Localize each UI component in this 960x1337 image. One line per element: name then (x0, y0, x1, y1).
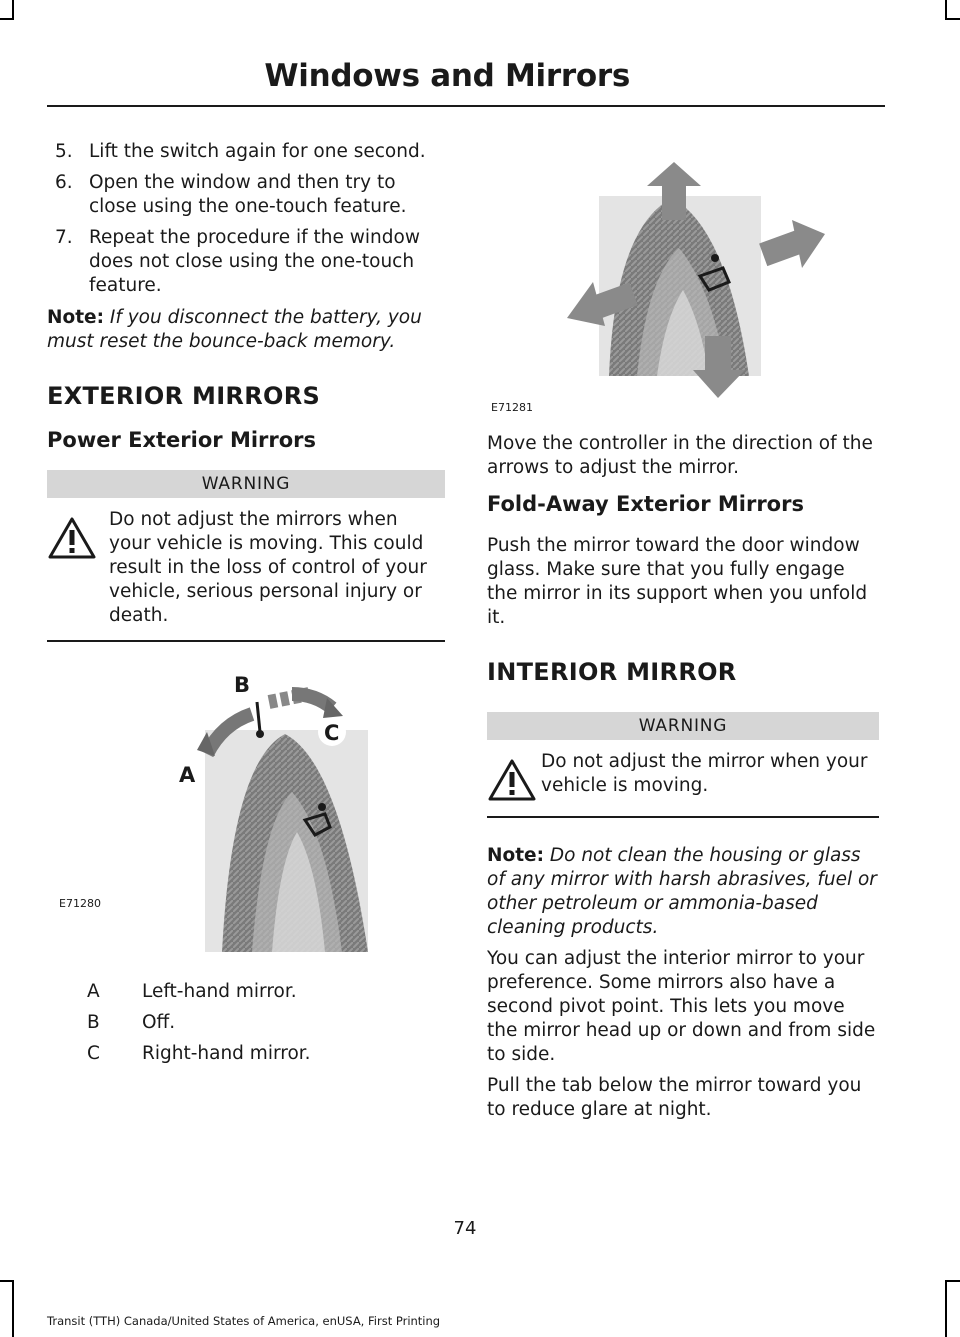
step-list (47, 140, 445, 298)
note-text: If you disconnect the battery, you must reset the bounce-back memory. (47, 307, 422, 352)
section-title-exterior-mirrors: EXTERIOR MIRRORS (47, 382, 321, 410)
crop-mark-top-right-h (945, 18, 960, 20)
step-number: 5. (55, 141, 73, 162)
right-column (487, 158, 879, 1129)
fold-away-paragraph: Push the mirror toward the door window glass. Make sure that you fully engage the mirror in its support when you unfold it. (487, 535, 868, 628)
mirror-controller-illustration (487, 158, 879, 420)
note-label: Note: (47, 307, 104, 328)
crop-mark-bottom-left-h (0, 1280, 14, 1282)
legend-text: Right-hand mirror. (142, 1043, 311, 1064)
page-header-title: Windows and Mirrors (264, 58, 630, 94)
page-number: 74 (453, 1218, 477, 1239)
legend-text: Left-hand mirror. (142, 981, 297, 1002)
glare-paragraph: Pull the tab below the mirror toward you to reduce glare at night. (487, 1075, 862, 1120)
figure-label-a: A (179, 763, 196, 787)
step-text: Open the window and then try to close using the one-touch feature. (89, 172, 407, 217)
figure-mirror-controller (487, 158, 879, 420)
controller-paragraph: Move the controller in the direction of the arrows to adjust the mirror. (487, 433, 873, 478)
warning-triangle-icon (47, 516, 97, 560)
legend-key: B (87, 1012, 100, 1033)
legend-row (47, 1011, 445, 1035)
figure-label-c: C (324, 721, 340, 745)
crop-mark-top-left-v (12, 0, 14, 20)
crop-mark-top-right-v (945, 0, 947, 20)
legend-text: Off. (142, 1012, 176, 1033)
step-item (47, 171, 445, 219)
step-text: Lift the switch again for one second. (89, 141, 426, 162)
legend-key: C (87, 1043, 100, 1064)
crop-mark-bottom-left-v (12, 1280, 14, 1337)
figure-code: E71281 (491, 401, 533, 414)
footer-imprint: Transit (TTH) Canada/United States of America, enUSA, First Printing (47, 1314, 441, 1328)
legend-table (47, 980, 445, 1066)
note-paragraph (47, 306, 445, 354)
warning-label: WARNING (487, 712, 879, 740)
crop-mark-top-left-h (0, 18, 14, 20)
figure-label-b: B (234, 673, 251, 697)
warning-block (487, 746, 879, 818)
mirror-selector-illustration (47, 672, 445, 962)
legend-key: A (87, 981, 100, 1002)
warning-triangle-icon (487, 758, 537, 802)
step-number: 7. (55, 227, 73, 248)
note-label: Note: (487, 845, 544, 866)
subsection-title-fold-away: Fold-Away Exterior Mirrors (487, 492, 804, 516)
figure-mirror-selector (47, 672, 445, 962)
crop-mark-bottom-right-h (945, 1280, 960, 1282)
warning-label: WARNING (47, 470, 445, 498)
subsection-title-power-mirrors: Power Exterior Mirrors (47, 428, 317, 452)
header-rule (47, 105, 885, 107)
left-column (47, 140, 445, 1073)
figure-code: E71280 (59, 897, 101, 910)
section-title-interior-mirror: INTERIOR MIRROR (487, 658, 737, 686)
crop-mark-bottom-right-v (945, 1280, 947, 1337)
step-item (47, 140, 445, 164)
interior-mirror-paragraph: You can adjust the interior mirror to your preference. Some mirrors also have a second pivot point. This lets you move the mirror head up or down and from side to side. (487, 948, 876, 1065)
step-number: 6. (55, 172, 73, 193)
note-paragraph (487, 844, 879, 940)
step-text: Repeat the procedure if the window does not close using the one-touch feature. (89, 227, 420, 296)
legend-row (47, 1042, 445, 1066)
warning-text: Do not adjust the mirror when your vehicle is moving. (541, 751, 868, 796)
note-text: Do not clean the housing or glass of any mirror with harsh abrasives, fuel or other petroleum or ammonia-based cleaning products. (487, 845, 877, 938)
legend-row (47, 980, 445, 1004)
step-item (47, 226, 445, 298)
warning-text (47, 508, 445, 628)
warning-text-content: Do not adjust the mirrors when your vehicle is moving. This could result in the loss of control of your vehicle, serious personal injury or death. (109, 509, 427, 626)
warning-block (47, 504, 445, 642)
